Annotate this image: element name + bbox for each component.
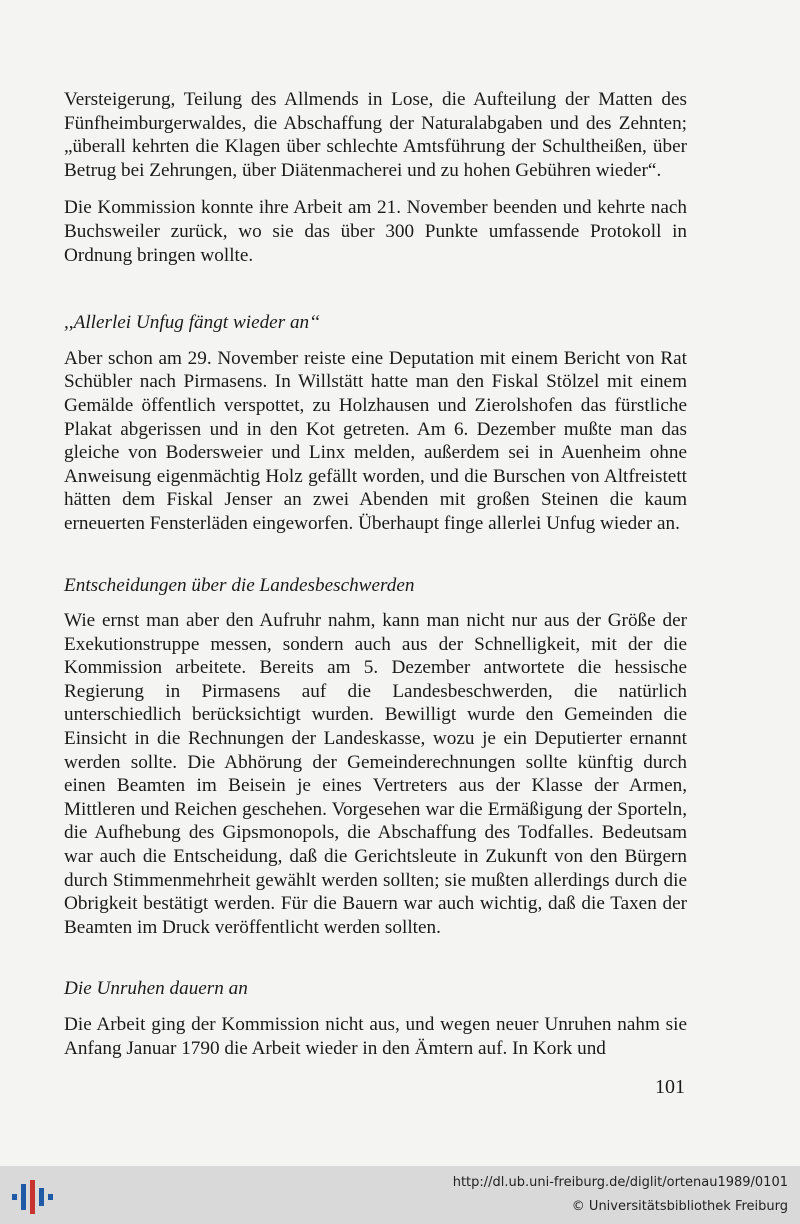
paragraph-1: Versteigerung, Teilung des Allmends in Lose, die Aufteilung der Matten des Fünfheimburgerwaldes, die Abschaffung der Naturalabgaben und des Zehnten; „überall kehrten die Klagen über schlechte Amtsführung der Schultheißen, über Betrug bei Zehrungen, über Diätenmacherei und zu hohen Gebühren wieder“. [64,89,687,181]
page-body [64,88,687,1060]
copyright-notice: © Universitätsbibliothek Freiburg [571,1199,788,1214]
source-link[interactable]: http://dl.ub.uni-freiburg.de/diglit/ortenau1989/0101 [452,1175,788,1190]
paragraph-3: Aber schon am 29. November reiste eine Deputation mit einem Bericht von Rat Schübler nach Pirmasens. In Willstätt hatte man den Fiskal Stölzel mit einem Gemälde öffentlich verspottet, zu Holzhausen und Zierolshofen das fürstliche Plakat abgerissen und in den Kot getreten. Am 6. Dezember mußte man das gleiche von Bodersweier und Linx melden, außerdem sei in Auenheim ohne Anweisung eigenmächtig Holz gefällt worden, und die Burschen von Altfreistett hätten dem Fiskal Jenser an zwei Abenden mit großen Steinen die kaum erneuerten Fensterläden eingeworfen. Überhaupt finge allerlei Unfug wieder an. [64,347,687,534]
paragraph-2: Die Kommission konnte ihre Arbeit am 21. November beenden und kehrte nach Buchsweiler zurück, wo sie das über 300 Punkte umfassende Protokoll in Ordnung bringen wollte. [64,197,687,266]
section-heading-unruhen: Die Unruhen dauern an [64,978,248,1000]
page-number: 101 [655,1076,685,1098]
section-heading-entscheidungen: Entscheidungen über die Landesbeschwerden [64,574,415,596]
university-logo-icon [12,1180,52,1214]
section-heading-allerlei-unfug: ,,Allerlei Unfug fängt wieder an‘‘ [64,312,320,334]
footer-bar [0,1166,800,1224]
paragraph-4: Wie ernst man aber den Aufruhr nahm, kann man nicht nur aus der Größe der Exekutionstruppe messen, sondern auch aus der Schnelligkeit, mit der die Kommission arbeitete. Bereits am 5. Dezember antwortete die hessische Regierung in Pirmasens auf die Landesbeschwerden, die natürlich unterschiedlich berücksichtigt wurden. Bewilligt wurde den Gemeinden die Einsicht in die Rechnungen der Landeskasse, wozu je ein Deputierter ernannt werden sollte. Die Abhörung der Gemeinderechnungen sollte künftig durch einen Beamten im Beisein je eines Vertreters aus der Klasse der Armen, Mittleren und Reichen geschehen. Vorgesehen war die Ermäßigung der Sporteln, die Aufhebung des Gipsmonopols, die Abschaffung des Todfalles. Bedeutsam war auch die Entscheidung, daß die Gerichtsleute in Zukunft von den Bürgern durch Stimmenmehrheit gewählt werden sollten; sie mußten allerdings durch die Obrigkeit bestätigt werden. Für die Bauern war auch wichtig, daß die Taxen der Beamten im Druck veröffentlicht werden sollten. [64,610,687,938]
paragraph-5: Die Arbeit ging der Kommission nicht aus, und wegen neuer Unruhen nahm sie Anfang Januar 1790 die Arbeit wieder in den Ämtern auf. In Kork und [64,1014,687,1059]
